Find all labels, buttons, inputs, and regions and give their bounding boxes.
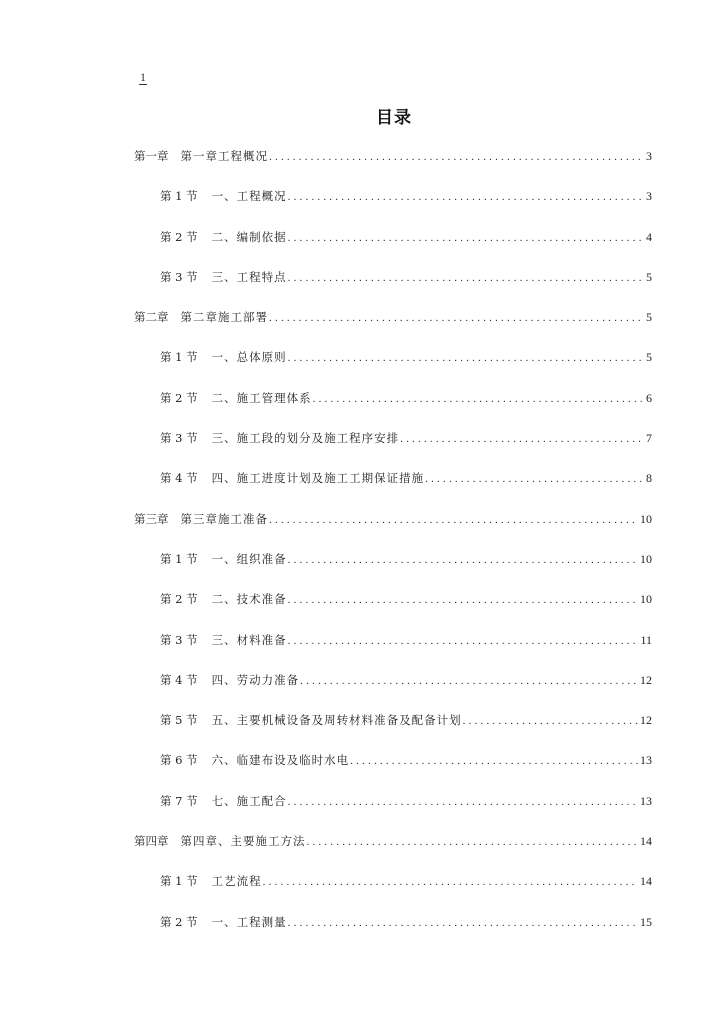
toc-section-entry[interactable] <box>134 347 652 387</box>
toc-title: 目录 <box>376 108 412 128</box>
toc-entry-number: 第 3 节 <box>160 632 198 647</box>
toc-entry-page: 10 <box>640 592 652 607</box>
toc-entry-page: 13 <box>640 793 652 808</box>
toc-entry-number: 第四章 <box>134 834 169 849</box>
toc-entry-number: 第三章 <box>134 511 169 526</box>
toc-section-entry[interactable] <box>134 549 652 589</box>
toc-entry-number: 第 1 节 <box>160 189 198 204</box>
toc-dot-leader <box>300 671 638 691</box>
toc-dot-leader <box>288 228 644 248</box>
toc-entry-title: 五、主要机械设备及周转材料准备及配备计划 <box>211 713 462 728</box>
toc-entry-page: 3 <box>646 189 652 204</box>
toc-entry-title: 二、编制依据 <box>211 229 287 244</box>
toc-section-entry[interactable] <box>134 468 652 508</box>
toc-dot-leader <box>313 389 644 409</box>
toc-dot-leader <box>400 429 644 449</box>
toc-entry-page: 14 <box>640 874 652 889</box>
toc-entry-page: 6 <box>646 390 652 405</box>
toc-chapter-entry[interactable] <box>134 307 652 347</box>
toc-entry-title: 工艺流程 <box>211 874 262 889</box>
toc-entry-number: 第 2 节 <box>160 229 198 244</box>
toc-dot-leader <box>288 268 644 288</box>
toc-dot-leader <box>288 913 638 933</box>
toc-chapter-entry[interactable] <box>134 509 652 549</box>
toc-dot-leader <box>288 792 638 812</box>
toc-entry-page: 10 <box>640 551 652 566</box>
toc-entry-title: 七、施工配合 <box>211 793 287 808</box>
toc-entry-number: 第 1 节 <box>160 350 198 365</box>
toc-dot-leader <box>269 147 644 167</box>
toc-dot-leader <box>288 187 644 207</box>
toc-dot-leader <box>269 510 638 530</box>
toc-entry-number: 第 2 节 <box>160 390 198 405</box>
toc-entry-title: 三、材料准备 <box>211 632 287 647</box>
toc-dot-leader <box>288 590 638 610</box>
toc-entry-page: 11 <box>640 632 652 647</box>
toc-dot-leader <box>307 832 639 852</box>
toc-entry-title: 第四章、主要施工方法 <box>180 834 306 849</box>
toc-entry-title: 一、总体原则 <box>211 350 287 365</box>
toc-entry-number: 第 1 节 <box>160 551 198 566</box>
toc-entry-number: 第 4 节 <box>160 672 198 687</box>
toc-entry-page: 10 <box>640 511 652 526</box>
toc-entry-number: 第 1 节 <box>160 874 198 889</box>
toc-entry-page: 12 <box>640 713 652 728</box>
toc-entry-page: 12 <box>640 672 652 687</box>
toc-section-entry[interactable] <box>134 589 652 629</box>
toc-entry-page: 15 <box>640 914 652 929</box>
toc-entry-number: 第一章 <box>134 149 169 163</box>
toc-entry-number: 第 7 节 <box>160 793 198 808</box>
toc-dot-leader <box>425 469 644 489</box>
toc-section-entry[interactable] <box>134 912 652 952</box>
toc-entry-page: 13 <box>640 753 652 768</box>
toc-entry-title: 第三章施工准备 <box>180 511 268 526</box>
toc-chapter-entry[interactable] <box>134 146 652 186</box>
toc-section-entry[interactable] <box>134 710 652 750</box>
toc-section-entry[interactable] <box>134 750 652 790</box>
toc-entry-page: 4 <box>646 229 652 244</box>
toc-entry-page: 5 <box>646 310 652 325</box>
toc-section-entry[interactable] <box>134 267 652 307</box>
toc-entry-title: 六、临建布设及临时水电 <box>211 753 350 768</box>
table-of-contents <box>134 146 652 952</box>
toc-dot-leader <box>288 550 638 570</box>
toc-entry-number: 第 2 节 <box>160 592 198 607</box>
toc-section-entry[interactable] <box>134 871 652 911</box>
toc-dot-leader <box>263 872 638 892</box>
toc-entry-number: 第 4 节 <box>160 471 198 486</box>
toc-chapter-entry[interactable] <box>134 831 652 871</box>
toc-entry-number: 第 6 节 <box>160 753 198 768</box>
toc-entry-title: 一、组织准备 <box>211 551 287 566</box>
toc-entry-title: 第二章施工部署 <box>180 310 268 325</box>
toc-section-entry[interactable] <box>134 791 652 831</box>
page-marker: 1 <box>140 70 146 84</box>
toc-entry-title: 三、工程特点 <box>211 269 287 284</box>
toc-entry-title: 二、施工管理体系 <box>211 390 312 405</box>
toc-entry-title: 四、劳动力准备 <box>211 672 300 687</box>
toc-entry-page: 14 <box>640 834 652 849</box>
toc-entry-page: 3 <box>646 149 652 163</box>
toc-dot-leader <box>269 308 644 328</box>
toc-section-entry[interactable] <box>134 227 652 267</box>
toc-section-entry[interactable] <box>134 388 652 428</box>
toc-dot-leader <box>350 751 638 771</box>
toc-section-entry[interactable] <box>134 670 652 710</box>
toc-section-entry[interactable] <box>134 186 652 226</box>
toc-dot-leader <box>288 348 644 368</box>
toc-entry-title: 一、工程概况 <box>211 189 287 204</box>
toc-entry-number: 第 5 节 <box>160 713 198 728</box>
toc-dot-leader <box>463 711 638 731</box>
toc-entry-title: 四、施工进度计划及施工工期保证措施 <box>211 471 425 486</box>
toc-entry-number: 第二章 <box>134 310 169 325</box>
toc-entry-page: 7 <box>646 431 652 446</box>
toc-dot-leader <box>288 631 639 651</box>
toc-entry-page: 8 <box>646 471 652 486</box>
toc-entry-number: 第 3 节 <box>160 431 198 446</box>
toc-entry-title: 一、工程测量 <box>211 914 287 929</box>
toc-section-entry[interactable] <box>134 428 652 468</box>
toc-entry-title: 二、技术准备 <box>211 592 287 607</box>
toc-entry-number: 第 2 节 <box>160 914 198 929</box>
toc-entry-title: 第一章工程概况 <box>180 149 268 163</box>
toc-section-entry[interactable] <box>134 630 652 670</box>
toc-entry-page: 5 <box>646 269 652 284</box>
toc-entry-page: 5 <box>646 350 652 365</box>
toc-entry-title: 三、施工段的划分及施工程序安排 <box>211 431 400 446</box>
toc-entry-number: 第 3 节 <box>160 269 198 284</box>
